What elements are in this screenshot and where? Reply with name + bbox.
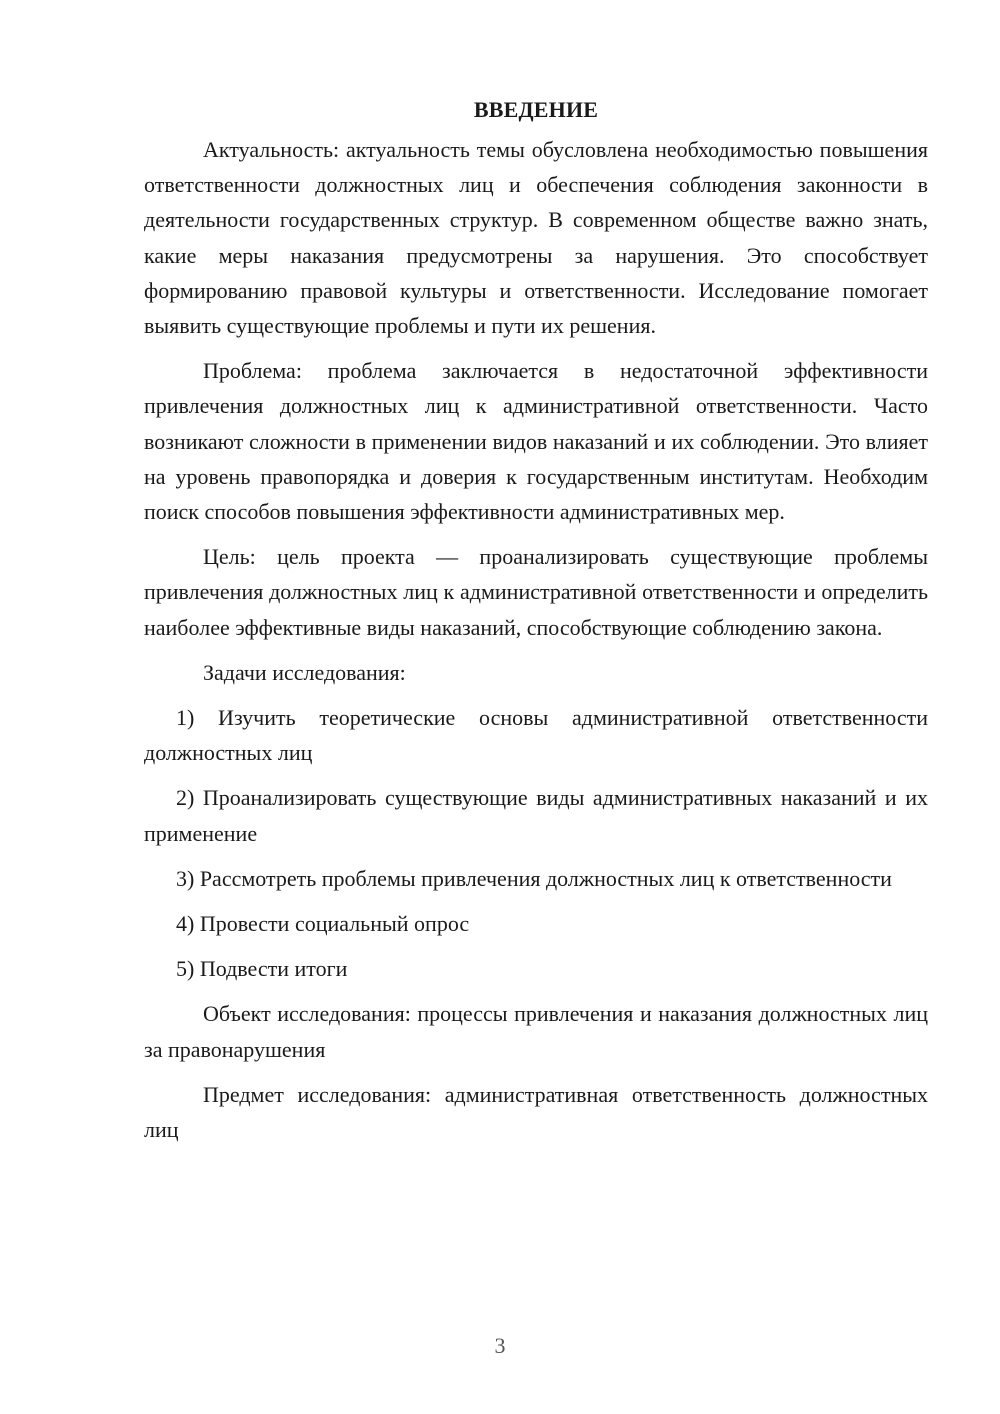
goal-paragraph: Цель: цель проекта — проанализировать существующие проблемы привлечения должностных лиц к административной ответственности и определить наиболее эффективные виды наказаний, способствующие соблюдению закона.	[144, 544, 928, 640]
tasks-heading: Задачи исследования:	[203, 659, 406, 685]
task-item-2: 2) Проанализировать существующие виды административных наказаний и их применение	[144, 785, 928, 846]
relevance-paragraph: Актуальность: актуальность темы обусловлена необходимостью повышения ответственности должностных лиц и обеспечения соблюдения законности в деятельности государственных структур. В современном обществе важно знать, какие меры наказания предусмотрены за нарушения. Это способствует формированию правовой культуры и ответственности. Исследование помогает выявить существующие проблемы и пути их решения.	[144, 137, 928, 339]
problem-paragraph: Проблема: проблема заключается в недостаточной эффективности привлечения должностных лиц к административной ответственности. Часто возникают сложности в применении видов наказаний и их соблюдении. Это влияет на уровень правопорядка и доверия к государственным институтам. Необходим поиск способов повышения эффективности административных мер.	[144, 358, 928, 525]
task-item-1: 1) Изучить теоретические основы административной ответственности должностных лиц	[144, 705, 928, 766]
page-number: 3	[494, 1333, 506, 1358]
section-title: ВВЕДЕНИЕ	[473, 97, 599, 122]
document-page	[144, 88, 928, 1157]
research-subject-paragraph: Предмет исследования: административная ответственность должностных лиц	[144, 1081, 928, 1143]
task-item-4: 4) Провести социальный опрос	[176, 911, 470, 937]
research-object-paragraph: Объект исследования: процессы привлечения и наказания должностных лиц за правонарушения	[144, 1001, 928, 1062]
task-item-5: 5) Подвести итоги	[176, 956, 348, 982]
task-item-3: 3) Рассмотреть проблемы привлечения должностных лиц к ответственности	[176, 865, 892, 891]
